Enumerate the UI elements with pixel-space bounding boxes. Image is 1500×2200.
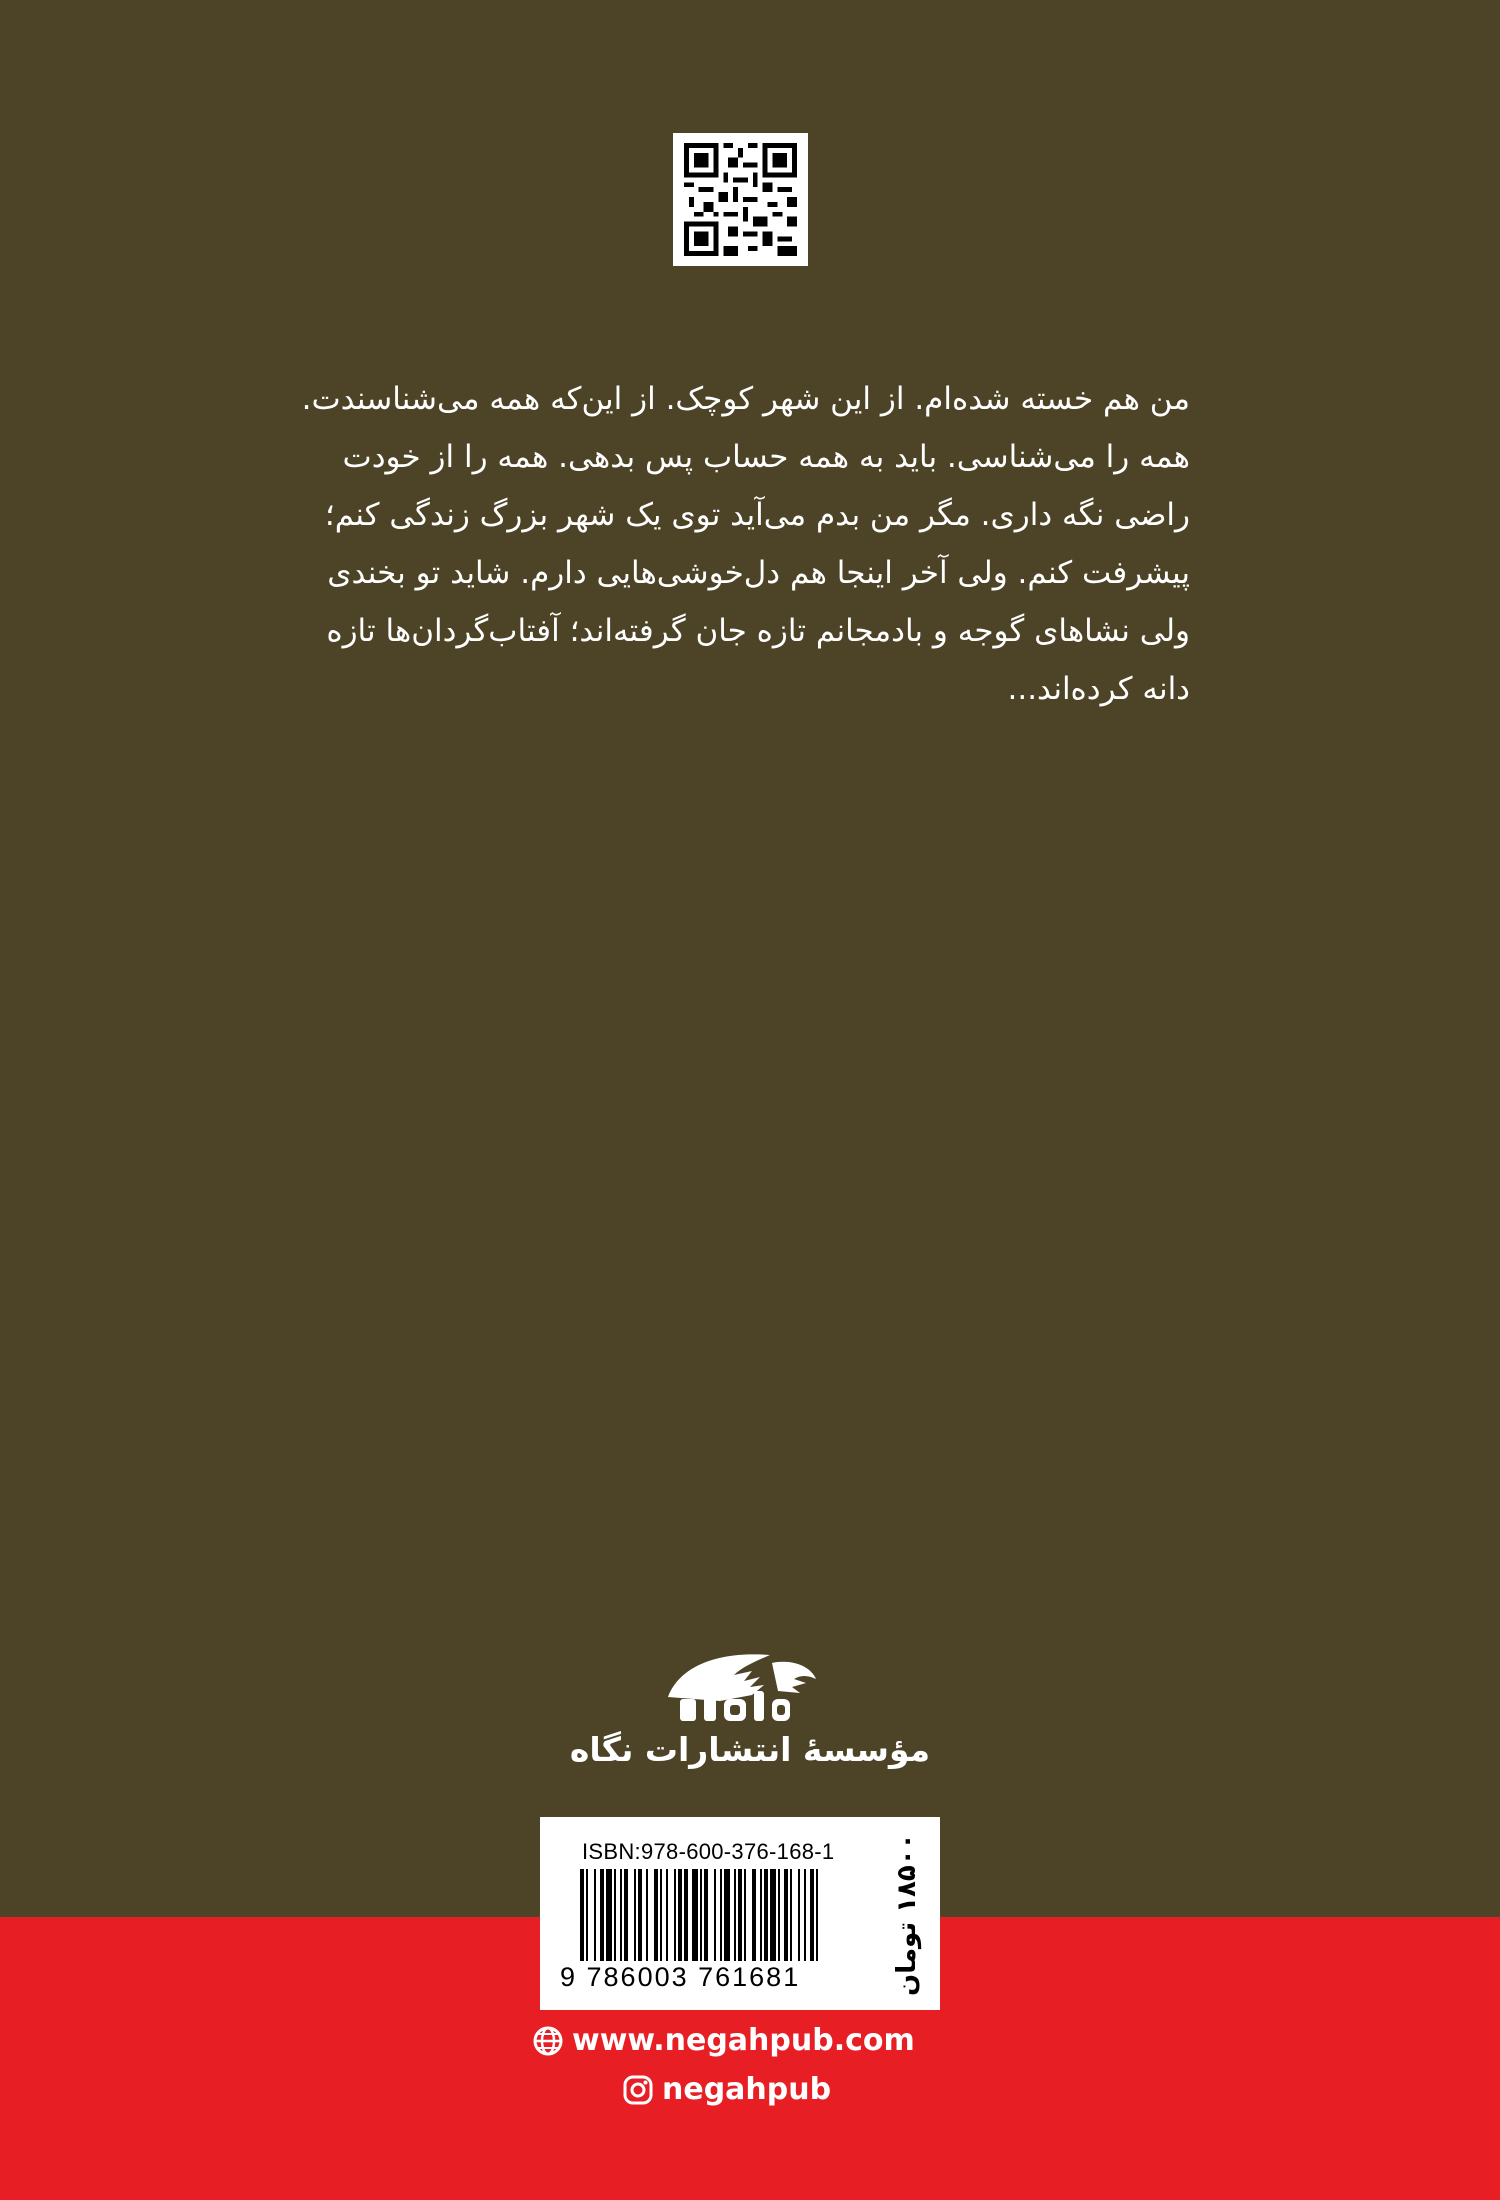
blurb-line: پیشرفت کنم. ولی آخر اینجا هم دل‌خوشی‌هایی دارم. شاید تو بخندی: [327, 555, 1190, 591]
blurb-line: من هم خسته شده‌ام. از این شهر کوچک. از این‌که همه می‌شناسندت.: [301, 381, 1190, 417]
blurb-line: ولی نشاهای گوجه و بادمجانم تازه جان گرفته‌اند؛ آفتاب‌گردان‌ها تازه: [326, 613, 1190, 649]
blurb-line: دانه کرده‌اند...: [1007, 671, 1190, 707]
barcode-panel: [540, 1817, 940, 2010]
back-cover-blurb: [290, 370, 1190, 718]
qr-code: [673, 133, 808, 266]
website-link[interactable]: [532, 2023, 915, 2058]
instagram-icon: [622, 2074, 654, 2106]
price-label: ۱۸۵۰۰ تومان: [892, 1833, 922, 1997]
blurb-line: همه را می‌شناسی. باید به همه حساب پس بدهی. همه را از خودت: [342, 439, 1190, 475]
blurb-line: راضی نگه داری. مگر من بدم می‌آید توی یک شهر بزرگ زندگی کنم؛: [324, 497, 1190, 533]
globe-icon: [532, 2025, 564, 2057]
barcode-icon: [580, 1869, 880, 1961]
negah-logo-icon: [660, 1645, 820, 1727]
qr-code-icon: [683, 143, 798, 256]
website-text: www.negahpub.com: [572, 2023, 915, 2058]
instagram-handle: negahpub: [662, 2072, 832, 2107]
publisher-name: مؤسسهٔ انتشارات نگاه: [569, 1730, 931, 1769]
barcode-digits: 9 786003 761681: [560, 1962, 801, 1992]
instagram-link[interactable]: [622, 2072, 831, 2107]
isbn-label: ISBN:978-600-376-168-1: [582, 1839, 835, 1864]
